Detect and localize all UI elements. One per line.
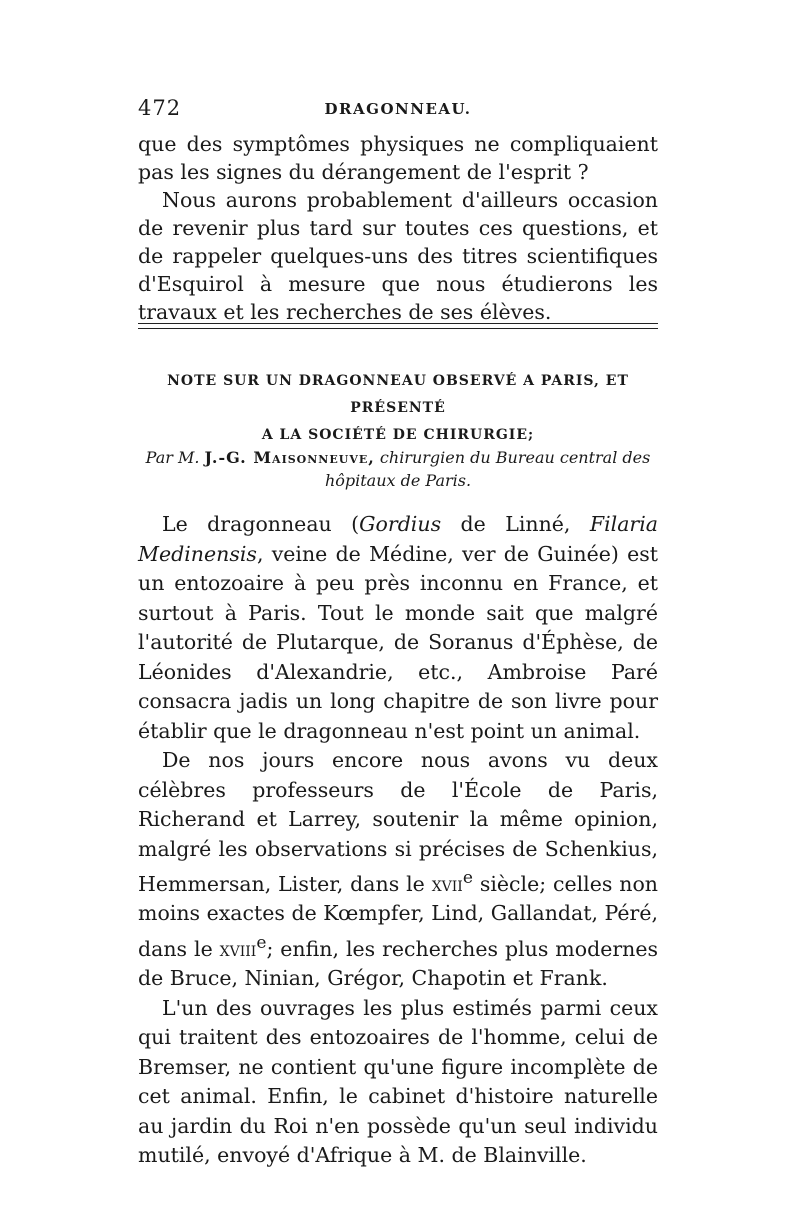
body-paragraph-3: L'un des ouvrages les plus estimés parmi ceux qui traitent des entozoaires de l'homme, celui de Bremser, ne contient qu'une figure incomplète de cet animal. Enfin, le cabinet d'histoire naturelle au jardin du Roi n'en possède qu'un seul individu mutilé, envoyé d'Afrique à M. de Blainville. xyxy=(138,995,658,1168)
page-number: 472 xyxy=(138,96,182,120)
century-17: xvii xyxy=(431,871,463,896)
byline xyxy=(138,446,658,492)
section-rule-bottom xyxy=(138,328,658,329)
byline-suffix: chirurgien du Bureau central des hôpitaux de Paris. xyxy=(324,448,651,490)
body-paragraph-1 xyxy=(138,510,658,746)
running-title: DRAGONNEAU. xyxy=(324,100,472,118)
body-text xyxy=(138,510,658,1171)
intro-paragraph-2: Nous aurons probablement d'ailleurs occasion de revenir plus tard sur toutes ces questions, et de rappeler quelques-uns des titres scientifiques d'Esquirol à mesure que nous étudierons les travaux et les recherches de ses élèves. xyxy=(138,188,658,324)
intro-paragraph-1: que des symptômes physiques ne compliquaient pas les signes du dérangement de l'esprit ? xyxy=(138,132,658,184)
term-gordius: Gordius xyxy=(359,512,442,536)
byline-prefix: Par M. xyxy=(145,448,200,467)
section-rule-top xyxy=(138,323,658,324)
running-head xyxy=(138,96,658,126)
p2-start: De nos jours encore nous avons vu deux célèbres professeurs de l'École de Paris, Richerand et Larrey, soutenir la même opinion, malgré les observations si précises de Schenkius, Hemmersan, Lister, dans le xyxy=(138,748,658,896)
century-18-sup: e xyxy=(256,932,267,953)
byline-author: J.-G. Maisonneuve, xyxy=(204,448,375,467)
intro-text xyxy=(138,130,658,326)
note-heading xyxy=(138,368,658,449)
note-heading-line-2: A LA SOCIÉTÉ DE CHIRURGIE; xyxy=(261,427,535,443)
p1-mid: de Linné, xyxy=(441,512,590,536)
term-filaria: Filaria Medinensis xyxy=(138,512,658,566)
p1-rest: , veine de Médine, ver de Guinée) est un entozoaire à peu près inconnu en France, et surtout à Paris. Tout le monde sait que malgré l'autorité de Plutarque, de Soranus d'Éphèse, de Léonides d'Alexandrie, etc., Ambroise Paré consacra jadis un long chapitre de son livre pour établir que le dragonneau n'est point un animal. xyxy=(138,541,658,743)
body-paragraph-2 xyxy=(138,746,658,994)
p1-start: Le dragonneau ( xyxy=(162,512,360,536)
century-18: xviii xyxy=(219,936,257,961)
p2-end: ; enfin, les recherches plus modernes de Bruce, Ninian, Grégor, Chapotin et Frank. xyxy=(138,936,658,991)
century-17-sup: e xyxy=(462,868,473,888)
p2-mid: siècle; celles non moins exactes de Kœmpfer, Lind, Gallandat, Péré, dans le xyxy=(138,871,658,961)
note-heading-line-1: NOTE SUR UN DRAGONNEAU OBSERVÉ A PARIS, ET PRÉSENTÉ xyxy=(167,373,629,416)
